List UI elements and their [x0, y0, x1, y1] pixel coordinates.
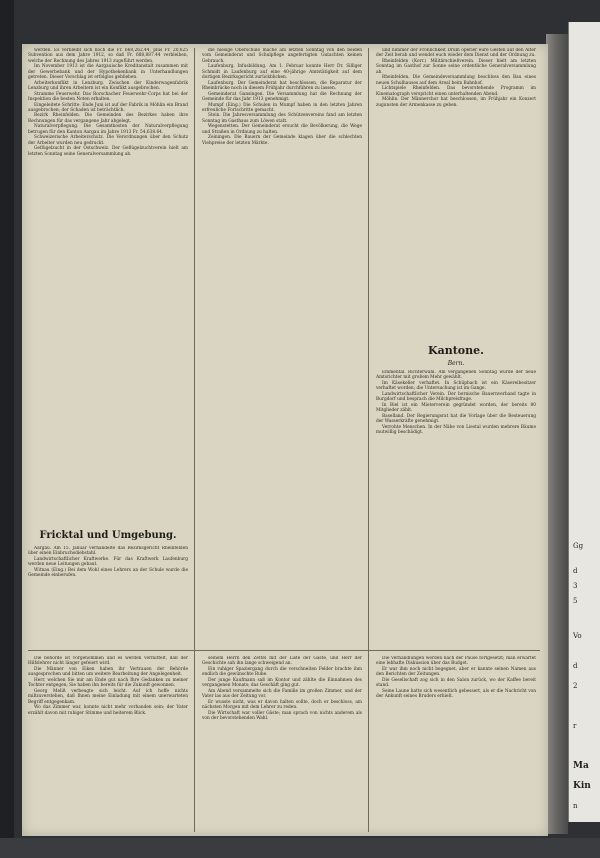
- article-paragraph: Er wusste nicht, was er davon halten sollte, doch er beschloss, am nächsten Morgen mit dem Lehrer zu reden.: [202, 699, 362, 711]
- article-paragraph: Aargau. Am 15. Januar verhandelte das Bezirksgericht Rheinfelden über einen Einbruchsdiebstahl.: [28, 546, 188, 557]
- adjacent-page-text: Ma: [573, 761, 589, 771]
- adjacent-page-text: r: [573, 722, 577, 730]
- column-right-feuilleton: [376, 656, 536, 832]
- article-paragraph: die hiesige Oberschule mache am letzten Sonntag von den beiden vom Gemeinderat und Schulpflege angefertigten Gutachten keinen Gebrauch.: [202, 48, 362, 64]
- column-rule: [368, 48, 369, 832]
- article-paragraph: Laufenburg. Der Gemeinderat hat beschlossen, die Reparatur der Rheinbrücke noch in diesem Frühjahr durchführen zu lassen.: [202, 80, 362, 92]
- desk-surface: [0, 838, 600, 858]
- newspaper-page: [22, 44, 548, 836]
- article-paragraph: Eingeleitete Schritte. Ende Juni ist auf der Fabrik in Möhlin ein Brand ausgebrochen; der Schaden ist beträchtlich.: [28, 102, 188, 113]
- article-paragraph: Wo das Zimmer war, konnte nicht mehr vorhanden sein; der Vater erzählt davon mit ruhiger Stimme und heiterem Blick.: [28, 705, 188, 716]
- column-left-feuilleton: [28, 656, 188, 832]
- article-paragraph: Laufenburg. Infusbildung. Am 1. Februar konnte Herr Dr. Silliger Schmidt in Laufenburg auf eine 40-jährige Amtstätigkeit auf dem dortigen Bezirksgericht zurückblicken.: [202, 64, 362, 81]
- adjacent-page: [568, 22, 600, 822]
- article-paragraph: In Biel ist ein Mieterverein gegründet worden, der bereits 80 Mitglieder zählt.: [376, 402, 536, 414]
- section-heading: Kantone.: [428, 344, 484, 357]
- article-paragraph: Emmental. Richterwahl. Am vergangenen Sonntag wurde der neue Amtsrichter mit großem Mehr gewählt.: [376, 370, 536, 381]
- article-paragraph: Die Männer von Eiken haben ihr Vertrauen der Behörde ausgesprochen und bitten um weitere Bearbeitung der Angelegenheit.: [28, 666, 188, 678]
- article-paragraph: werden. Es verbleibt sich noch die Fr. 668,262.44, plus Fr. 20,625 Subvention aus dem Jahre 1912, so daß Fr. 688,887.44 verbleiben, welche der Rechnung des Jahres 1913 zugeführt werden.: [28, 48, 188, 64]
- column-right-upper: [376, 48, 536, 338]
- article-paragraph: Baselland. Der Regierungsrat hat die Vorlage über die Besteuerung der Wasserkräfte genehmigt.: [376, 413, 536, 425]
- article-paragraph: Mumpf (Eing.) Die Schulen in Mumpf haben in den letzten Jahren erfreuliche Fortschritte gemacht.: [202, 102, 362, 113]
- article-paragraph: seinem Herrn den Zettel mit der Liste der Gäste, und Herr der Geschichte sah ihn lange schweigend an.: [202, 656, 362, 667]
- adjacent-page-text: Vo: [573, 632, 582, 640]
- adjacent-page-text: 3: [573, 582, 578, 590]
- article-paragraph: Landwirtschaftlicher Verein. Der bernische Bauernverband tagte in Burgdorf und besprach die Milchpreisfrage.: [376, 391, 536, 403]
- book-spine: [546, 34, 568, 834]
- article-paragraph: Ein ruhiger Spaziergang durch die verschneiten Felder brachte ihm endlich die gewünschte Ruhe.: [202, 666, 362, 678]
- article-paragraph: Georg Meliß verbeugte sich leicht. Auf ich hoffe nichts mißzuverstehen, daß Ihnen meine Einladung mit einem unerwarteten Begriff entgegenkam.: [28, 688, 188, 705]
- article-paragraph: Verrohte Menschen. In der Nähe von Liestal wurden mehrere Bäume mutwillig beschädigt.: [376, 424, 536, 435]
- article-paragraph: Der junge Kaufmann saß im Kontor und zählte die Einnahmen des vergangenen Monats; das Geschäft ging gut.: [202, 677, 362, 689]
- column-left-section: [28, 546, 188, 646]
- article-paragraph: und nimmer der Fröhlichkeit Drum operier eure Gesten auf den Alter der Zeit herab und wendet euch wieder dem Dienst und der Ordnung zu.: [376, 48, 536, 59]
- adjacent-page-text: 2: [573, 682, 578, 690]
- article-paragraph: Im November 1913 ist die Aargauische Kreditanstalt zusammen mit der Gewerbebank und der Hypothekenbank in Unterhandlungen getreten. Dieser Vorschlag ist erfolglos geblieben.: [28, 64, 188, 81]
- column-left-upper: [28, 48, 188, 526]
- column-middle-upper: [202, 48, 362, 646]
- article-paragraph: Zeiningen. Die Bauern der Gemeinde klagen über die schlechten Viehpreise der letzten Märkte.: [202, 135, 362, 146]
- article-paragraph: Naturalverpflegung. Die Gesamtkosten der Naturalverpflegung betrugen für den Kanton Aargau im Jahre 1913 Fr. 54,638.64.: [28, 124, 188, 135]
- article-paragraph: Stramme Feuerwehr. Das Rorschacher Feuerwehr-Corps hat bei der Inspektion die besten Noten erhalten.: [28, 91, 188, 103]
- column-right-cantons: [376, 370, 536, 646]
- adjacent-page-text: Kin: [573, 781, 591, 791]
- article-paragraph: Er war ihm noch nicht begegnet, aber er kannte seinen Namen aus den Berichten der Zeitungen.: [376, 666, 536, 678]
- column-rule: [194, 48, 195, 832]
- article-paragraph: Seine Laune hatte sich wesentlich gebessert, als er die Nachricht von der Ankunft seines Bruders erhielt.: [376, 688, 536, 700]
- article-paragraph: Stein. Die Jahresversammlung des Schützenvereins fand am letzten Sonntag im Gasthaus zum Löwen statt.: [202, 113, 362, 124]
- article-paragraph: Herr, welchen Sie mir am Ende gut nach Ihre Gedanken zu meiner Tochter entgegen; Sie haben ihn bereits für die Zukunft gewonnen.: [28, 677, 188, 689]
- section-heading: Fricktal und Umgebung.: [39, 530, 177, 541]
- article-paragraph: Bezirk Rheinfelden. Die Gemeinden des Bezirkes haben ihre Rechnungen für das vergangene Jahr abgelegt.: [28, 113, 188, 124]
- adjacent-page-text: n: [573, 802, 578, 810]
- article-paragraph: Witnau (Eing.) Bei dem Wohl eines Lehrers an der Schule wurde die Gemeinde einberufen.: [28, 567, 188, 579]
- article-paragraph: Lichtspiele Rheinfelden. Das bevorstehende Programm im Kinematograph verspricht einen unterhaltenden Abend.: [376, 86, 536, 97]
- article-paragraph: Möhlin. Der Männerchor hat beschlossen, im Frühjahr ein Konzert zugunsten der Armenkasse zu geben.: [376, 97, 536, 108]
- adjacent-page-text: d: [573, 662, 578, 670]
- feuilleton-rule: [28, 650, 540, 651]
- article-paragraph: Die Wirtschaft war voller Gäste; man sprach von nichts anderem als von der bevorstehenden Wahl.: [202, 710, 362, 721]
- column-middle-feuilleton: [202, 656, 362, 832]
- article-paragraph: Gemeinderat Gansingen. Die Versammlung hat die Rechnung der Gemeinde für das Jahr 1913 genehmigt.: [202, 91, 362, 103]
- article-paragraph: Im Käsekeller verhaftet. In Schüpbach ist ein Käsereibesitzer verhaftet worden; die Untersuchung ist im Gange.: [376, 380, 536, 392]
- adjacent-page-text: 5: [573, 597, 578, 605]
- article-paragraph: Am Abend versammelte sich die Familie im großen Zimmer, und der Vater las aus der Zeitung vor.: [202, 688, 362, 700]
- article-paragraph: Die behörde ist vorgenommen und es werden vermittelt, daß der Hilfslehrer nicht länger gefeiert wird.: [28, 656, 188, 667]
- article-paragraph: Rheinfelden (Korr.) Militärschießverein. Dieser hielt am letzten Sonntag im Gasthof zur Sonne seine ordentliche Generalversammlung ab.: [376, 58, 536, 75]
- article-paragraph: Schweizerische Arbeiterschutz. Die Verordnungen über den Schutz der Arbeiter wurden neu gedruckt.: [28, 135, 188, 146]
- article-paragraph: Geflügelzucht in der Ostschweiz. Der Geflügelzuchtverein hielt am letzten Sonntag seine Generalversammlung ab.: [28, 146, 188, 157]
- article-paragraph: Die Verhandlungen werden nach der Pause fortgesetzt; man erwartet eine lebhafte Diskussion über das Budget.: [376, 656, 536, 667]
- adjacent-page-text: d: [573, 567, 578, 575]
- article-paragraph: Rheinfelden. Die Gemeindeversammlung beschloss den Bau eines neuen Schulhauses auf dem Areal beim Bahnhof.: [376, 75, 536, 86]
- section-subheading: Bern.: [447, 360, 465, 367]
- article-paragraph: Wegenstetten. Der Gemeinderat ersucht die Bevölkerung, die Wege und Straßen in Ordnung zu halten.: [202, 124, 362, 135]
- article-paragraph: Arbeiterkonflikt in Lenzburg. Zwischen der Kinderwagenfabrik Lenzburg und ihren Arbeitern ist ein Konflikt ausgebrochen.: [28, 80, 188, 92]
- desk-shadow: [0, 0, 14, 858]
- article-paragraph: Die Gesellschaft zog sich in den Salon zurück, wo der Kaffee bereit stand.: [376, 677, 536, 689]
- adjacent-page-text: Gg: [573, 542, 584, 550]
- article-paragraph: Landwirtschaftlicher Kraftwerke. Für das Kraftwerk Laufenburg werden neue Leitungen gebaut.: [28, 556, 188, 568]
